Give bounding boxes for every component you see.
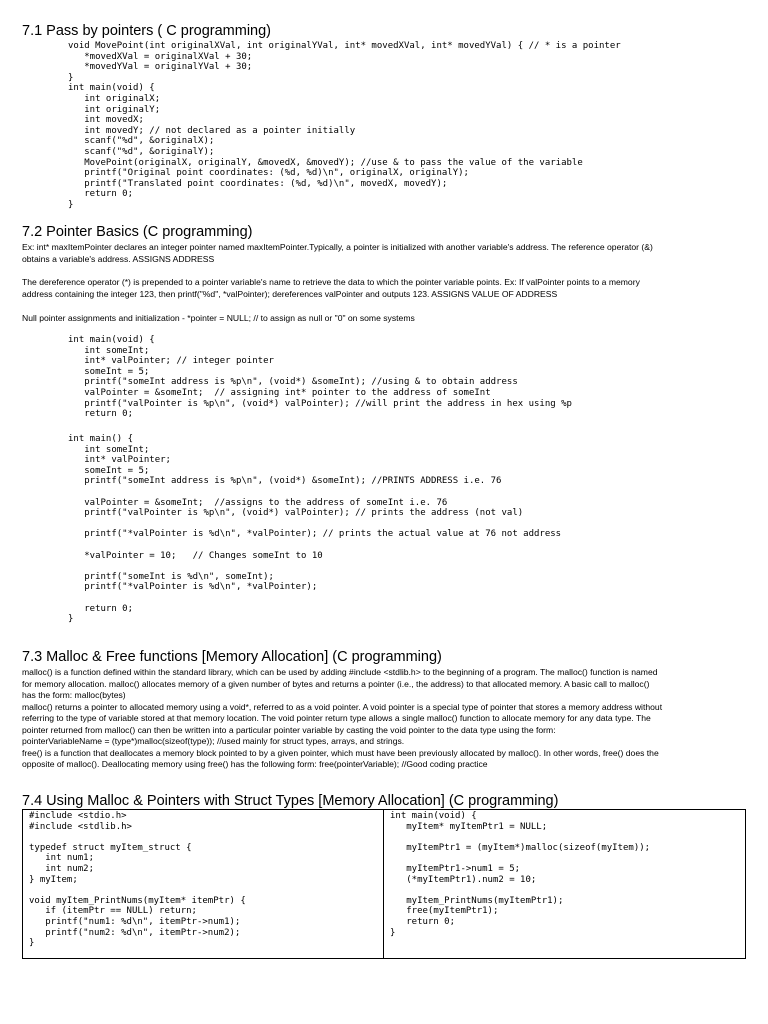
section-7-1-heading: 7.1 Pass by pointers ( C programming) xyxy=(22,23,272,39)
section-7-4-code-table xyxy=(22,809,746,959)
paragraph-line: pointer returned from malloc() can then be written into a particular pointer variable by casting the void pointer to the data type using the form: xyxy=(22,724,556,735)
paragraph-line: obtains a variable's address. ASSIGNS ADDRESS xyxy=(22,253,215,264)
paragraph-line: The dereference operator (*) is prepended to a pointer variable's name to retrieve the data to which the pointer variable points. Ex: If valPointer points to a memory xyxy=(22,277,640,287)
code-cell-right xyxy=(384,810,745,958)
section-7-3-heading: 7.3 Malloc & Free functions [Memory Allocation] (C programming) xyxy=(22,649,442,665)
paragraph-line: pointerVariableName = (type*)malloc(sizeof(type)); //used mainly for struct types, arrays, and strings. xyxy=(22,736,405,746)
paragraph-line: opposite of malloc(). Deallocating memory using free() has the following form: free(pointerVariable); //Good coding practice xyxy=(22,759,488,769)
paragraph-line: Null pointer assignments and initialization - *pointer = NULL; // to assign as null or "0" on some systems xyxy=(22,313,415,323)
paragraph-line: address containing the integer 123, then printf("%d", *valPointer); dereferences valPointer and outputs 123. ASSIGNS VALUE OF ADDRESS xyxy=(22,288,558,299)
section-7-2-paragraph-dereference-operator xyxy=(22,277,748,300)
struct-definition-code: #include <stdio.h> #include <stdlib.h> typedef struct myItem_struct { int num1; int num2; } myItem; void myItem_PrintNums(myItem* itemPtr) { if (itemPtr == NULL) return; printf("num1: %d\n", itemPtr->num1); printf("num2: %d\n", itemPtr->num2); } xyxy=(29,811,246,949)
paragraph-line: for memory allocation. malloc() allocates memory of a given number of bytes and returns a pointer (i.e., the address) to that allocated memory. A basic call to malloc() xyxy=(22,678,650,689)
paragraph-line: Ex: int* maxItemPointer declares an integer pointer named maxItemPointer.Typically, a pointer is initialized with another variable's address. The reference operator (&) xyxy=(22,242,653,252)
paragraph-line: free() is a function that deallocates a memory block pointed to by a given pointer, which must have been previously allocated by malloc(). In other words, free() does the xyxy=(22,747,659,758)
section-7-2-heading: 7.2 Pointer Basics (C programming) xyxy=(22,224,253,240)
section-7-2-code-example-2: int main() { int someInt; int* valPointer; someInt = 5; printf("someInt address is %p\n", (void*) &someInt); //PRINTS ADDRESS i.e. 76 valPointer = &someInt; //assigns to the address of someInt i.e. 76 printf("valPointer is %p\n", (void*) valPointer); // prints the address (not val) printf("*valPointer is %d\n", *valPointer); // prints the actual value at 76 not address *valPointer = 10; // Changes someInt to 10 printf("someInt is %d\n", someInt); printf("*valPointer is %d\n", *valPointer); return 0; } xyxy=(68,434,562,625)
paragraph-line: malloc() returns a pointer to allocated memory using a void*, referred to as a void pointer. A void pointer is a special type of pointer that stores a memory address without xyxy=(22,701,663,712)
section-7-2-paragraph-null-pointer xyxy=(22,313,748,325)
section-7-2-code-example-1: int main(void) { int someInt; int* valPointer; // integer pointer someInt = 5; printf("someInt address is %p\n", (void*) &someInt); //using & to obtain address valPointer = &someInt; // assigning int* pointer to the address of someInt printf("valPointer is %p\n", (void*) valPointer); //will print the address in hex using %p return 0; xyxy=(68,335,572,420)
main-function-code: int main(void) { myItem* myItemPtr1 = NULL; myItemPtr1 = (myItem*)malloc(sizeof(myItem)); myItemPtr1->num1 = 5; (*myItemPtr1).num2 = 10; myItem_PrintNums(myItemPtr1); free(myItemPtr1); return 0; } xyxy=(390,811,651,938)
section-7-1-code: void MovePoint(int originalXVal, int originalYVal, int* movedXVal, int* movedYVal) { // * is a pointer *movedXVal = originalXVal + 30; *movedYVal = originalYVal + 30; } int main(void) { int originalX; int originalY; int movedX; int movedY; // not declared as a pointer initially scanf("%d", &originalX); scanf("%d", &originalY); MovePoint(originalX, originalY, &movedX, &movedY); //use & to pass the value of the variable printf("Original point coordinates: (%d, %d)\n", originalX, originalY); printf("Translated point coordinates: (%d, %d)\n", movedX, movedY); return 0; } xyxy=(68,41,621,210)
paragraph-line: referring to the type of variable stored at that memory location. The void pointer return type allows a single malloc() function to allocate memory for any data type. The xyxy=(22,713,651,723)
section-7-3-body xyxy=(22,667,748,771)
paragraph-line: has the form: malloc(bytes) xyxy=(22,690,126,700)
paragraph-line: malloc() is a function defined within the standard library, which can be used by adding #include <stdlib.h> to the beginning of a program. The malloc() function is named xyxy=(22,667,658,677)
section-7-2-paragraph-reference-operator xyxy=(22,242,748,265)
section-7-4-heading: 7.4 Using Malloc & Pointers with Struct Types [Memory Allocation] (C programming) xyxy=(22,793,559,809)
code-cell-left xyxy=(23,810,384,958)
